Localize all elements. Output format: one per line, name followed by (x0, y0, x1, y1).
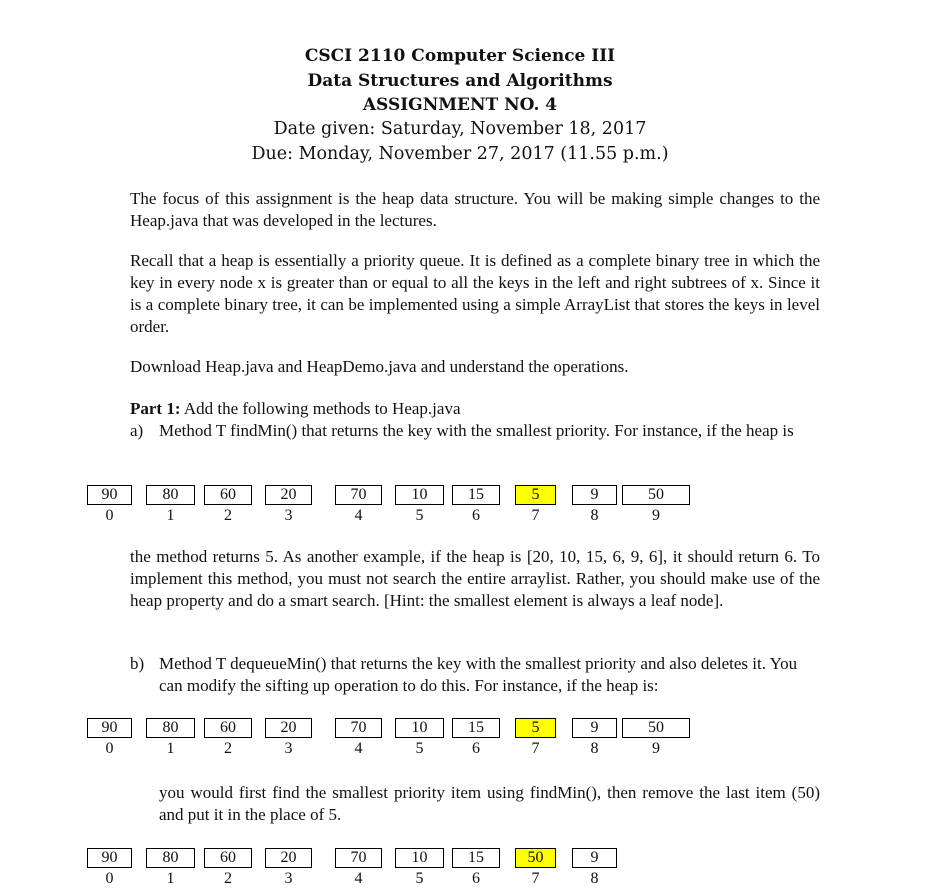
array-index: 5 (415, 740, 424, 757)
array-index: 7 (531, 870, 540, 887)
array-cell: 60 (204, 485, 252, 505)
part1-heading (130, 398, 820, 420)
array-cell: 60 (204, 718, 252, 738)
array-index: 9 (652, 740, 660, 757)
array-index: 1 (166, 740, 175, 757)
array-index: 4 (354, 740, 363, 757)
dequeuemin-explanation: you would first find the smallest priority item using findMin(), then remove the last item (50) and put it in the place of 5. (159, 783, 820, 824)
array-index: 3 (284, 507, 293, 524)
item-b-label: b) (130, 654, 145, 673)
array-cell: 9 (572, 848, 617, 868)
item-a (130, 420, 820, 464)
part1-label: Part 1: (130, 399, 181, 418)
recall-paragraph: Recall that a heap is essentially a priority queue. It is defined as a complete binary tree in which the key in every node x is greater than or equal to all the keys in the left and right subtrees of x. Since it is a complete binary tree, it can be implemented using a simple ArrayList that stores the keys in level order. (130, 251, 820, 336)
array-cell: 20 (265, 848, 312, 868)
array-index: 9 (652, 507, 660, 524)
array-index: 8 (590, 870, 599, 887)
item-a-label: a) (130, 421, 144, 440)
item-b-text: Method T dequeueMin() that returns the key with the smallest priority and also deletes it. You can modify the sifting up operation to do this. For instance, if the heap is: (159, 654, 798, 695)
array-cell: 20 (265, 718, 312, 738)
array-index: 0 (105, 740, 114, 757)
array-cell: 50 (622, 718, 690, 738)
array-index: 4 (354, 507, 363, 524)
array-index: 4 (354, 870, 363, 887)
array-index: 8 (590, 507, 599, 524)
item-a-text: Method T findMin() that returns the key with the smallest priority. For instance, if the heap is (159, 421, 794, 440)
array-index: 0 (105, 870, 114, 887)
array-cell: 50 (515, 848, 556, 868)
download-paragraph: Download Heap.java and HeapDemo.java and understand the operations. (130, 357, 629, 376)
part1-text: Add the following methods to Heap.java (180, 399, 461, 418)
array-cell: 9 (572, 485, 617, 505)
intro-paragraph: The focus of this assignment is the heap data structure. You will be making simple changes to the Heap.java that was developed in the lectures. (130, 189, 820, 230)
array-index: 7 (531, 507, 540, 524)
array-index: 0 (105, 507, 114, 524)
findmin-explanation: the method returns 5. As another example, if the heap is [20, 10, 15, 6, 9, 6], it should return 6. To implement this method, you must not search the entire arraylist. Rather, you should make use of the heap property and do a smart search. [Hint: the smallest element is always a leaf node]. (130, 547, 820, 610)
array-cell: 80 (146, 718, 195, 738)
array-cell: 80 (146, 848, 195, 868)
due-date: Due: Monday, November 27, 2017 (11.55 p.m.) (251, 144, 669, 164)
subject-title: Data Structures and Algorithms (307, 71, 613, 91)
array-index: 6 (472, 507, 480, 524)
array-cell: 90 (87, 485, 132, 505)
array-cell: 90 (87, 718, 132, 738)
array-index: 2 (224, 507, 232, 524)
array-cell: 9 (572, 718, 617, 738)
array-index: 6 (472, 870, 480, 887)
date-given: Date given: Saturday, November 18, 2017 (273, 119, 647, 139)
array-cell: 80 (146, 485, 195, 505)
array-cell: 10 (395, 718, 444, 738)
array-cell: 70 (335, 848, 382, 868)
array-cell: 5 (515, 485, 556, 505)
array-cell: 20 (265, 485, 312, 505)
array-index: 5 (415, 870, 424, 887)
array-cell: 15 (452, 485, 500, 505)
array-index: 6 (472, 740, 480, 757)
array-index: 3 (284, 740, 293, 757)
array-cell: 10 (395, 848, 444, 868)
array-index: 3 (284, 870, 293, 887)
array-index: 2 (224, 870, 232, 887)
array-index: 2 (224, 740, 232, 757)
array-index: 1 (166, 507, 175, 524)
array-cell: 5 (515, 718, 556, 738)
array-index: 1 (166, 870, 175, 887)
array-index: 7 (531, 740, 540, 757)
array-cell: 10 (395, 485, 444, 505)
array-index: 8 (590, 740, 599, 757)
array-cell: 60 (204, 848, 252, 868)
array-cell: 50 (622, 485, 690, 505)
course-title: CSCI 2110 Computer Science III (304, 46, 616, 66)
array-cell: 15 (452, 848, 500, 868)
array-index: 5 (415, 507, 424, 524)
array-cell: 70 (335, 485, 382, 505)
array-cell: 15 (452, 718, 500, 738)
array-cell: 90 (87, 848, 132, 868)
assignment-number: ASSIGNMENT NO. 4 (362, 95, 558, 115)
item-b (130, 653, 820, 697)
array-cell: 70 (335, 718, 382, 738)
